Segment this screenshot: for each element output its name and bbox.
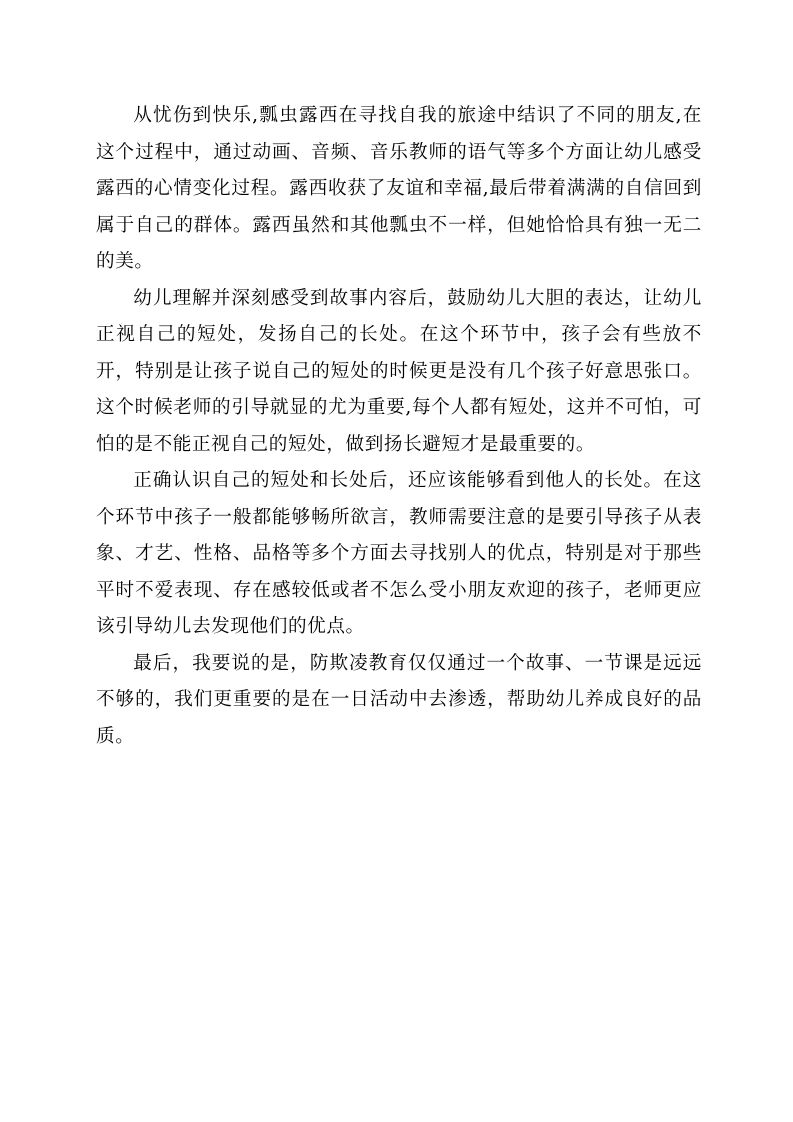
- paragraph-2: 幼儿理解并深刻感受到故事内容后，鼓励幼儿大胆的表达，让幼儿正视自己的短处，发扬自己的长处。在这个环节中，孩子会有些放不开，特别是让孩子说自己的短处的时候更是没有几个孩子好意思张口。这个时候老师的引导就显的尤为重要,每个人都有短处，这并不可怕，可怕的是不能正视自己的短处，做到扬长避短才是最重要的。: [96, 287, 702, 455]
- paragraph-3: 正确认识自己的短处和长处后，还应该能够看到他人的长处。在这个环节中孩子一般都能够畅所欲言，教师需要注意的是要引导孩子从表象、才艺、性格、品格等多个方面去寻找别人的优点，特别是对于那些平时不爱表现、存在感较低或者不怎么受小朋友欢迎的孩子，老师更应该引导幼儿去发现他们的优点。: [96, 470, 702, 637]
- document-body: [96, 98, 702, 755]
- paragraph-1: 从忧伤到快乐,瓢虫露西在寻找自我的旅途中结识了不同的朋友,在这个过程中，通过动画、音频、音乐教师的语气等多个方面让幼儿感受露西的心情变化过程。露西收获了友谊和幸福,最后带着满满的自信回到属于自己的群体。露西虽然和其他瓢虫不一样，但她恰恰具有独一无二的美。: [96, 105, 702, 272]
- paragraph-4: 最后，我要说的是，防欺凌教育仅仅通过一个故事、一节课是远远不够的，我们更重要的是在一日活动中去渗透，帮助幼儿养成良好的品质。: [96, 652, 702, 747]
